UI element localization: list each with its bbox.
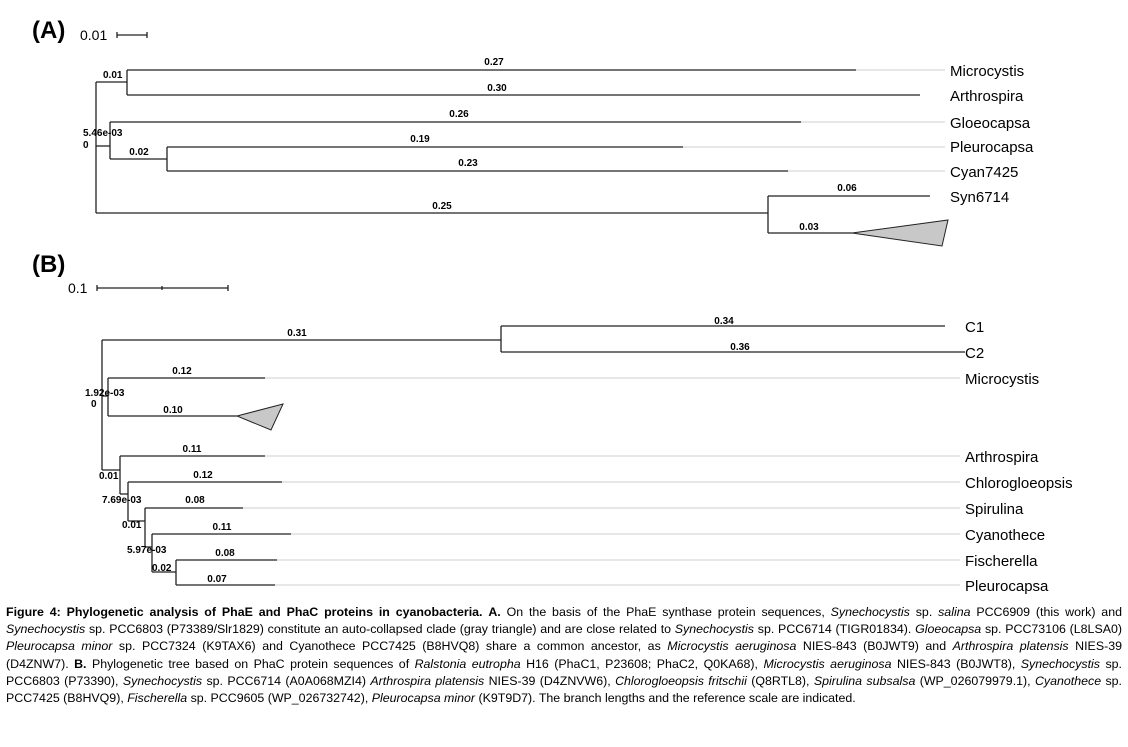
panel-b — [32, 251, 1073, 595]
panel-a-branch-label: 0.26 — [449, 109, 469, 120]
panel-a-collapsed-clade-triangle — [852, 220, 948, 246]
panel-b-node-label: 0.02 — [152, 563, 172, 574]
panel-b-node-label: 0.01 — [122, 520, 142, 531]
panel-b-label: (B) — [32, 251, 66, 278]
panel-a-scale-bar — [117, 32, 147, 38]
caption-italic-segment: Chlorogloeopsis fritschii — [615, 673, 747, 688]
panel-b-tip-label: Cyanothece — [965, 527, 1046, 544]
panel-a-branch-label: 0.06 — [837, 183, 857, 194]
caption-segment: sp. PCC6714 (A0A068MZI4) — [202, 673, 371, 688]
panel-b-branch-label: 0.34 — [714, 316, 734, 327]
caption-italic-segment: Arthrospira platensis — [370, 673, 485, 688]
caption-segment: sp. — [909, 605, 939, 619]
caption-italic-segment: Cyanothece — [1034, 673, 1102, 688]
caption-italic-segment: Pleurocapsa minor — [371, 691, 476, 706]
panel-a-tip-label: Gloeocapsa — [950, 115, 1031, 132]
panel-b-branch-label: 0.08 — [215, 548, 235, 559]
panel-a — [32, 17, 1034, 246]
panel-b-tip-label: Fischerella — [965, 553, 1038, 570]
panel-a-node-label: 5.46e-03 — [83, 128, 123, 139]
caption-italic-segment: Ralstonia eutropha — [414, 656, 521, 671]
caption-segment: sp. PCC73106 (L8LSA0) — [981, 622, 1122, 637]
caption-segment: H16 (PhaC1, P23608; PhaC2, Q0KA68), — [520, 656, 764, 671]
caption-italic-segment: Microcystis aeruginosa — [763, 656, 892, 671]
panel-b-branch-label: 0.12 — [172, 366, 192, 377]
panel-a-tip-label: Syn6714 — [950, 189, 1010, 206]
panel-a-tip-label: Arthrospira — [950, 88, 1024, 105]
panel-b-scale-bar — [97, 285, 228, 291]
caption-segment: On the basis of the PhaE synthase protein sequences, — [500, 605, 831, 619]
caption-segment: sp. PCC6803 (P73390), — [6, 656, 1122, 688]
panel-b-branch-label: 0.31 — [287, 328, 307, 339]
panel-b-branch-label: 0.07 — [207, 574, 227, 585]
panel-a-branch-label: 0.03 — [799, 222, 819, 233]
panel-a-tip-label: Pleurocapsa — [950, 139, 1034, 156]
panel-a-branch-label: 0.25 — [432, 201, 452, 212]
panel-b-branch-label: 0.10 — [163, 405, 183, 416]
caption-italic-segment: Pleurocapsa minor — [6, 639, 113, 654]
panel-b-branch-label: 0.11 — [182, 444, 202, 455]
panel-b-branch-label: 0.11 — [212, 522, 232, 533]
panel-b-tip-label: Chlorogloeopsis — [965, 475, 1073, 492]
panel-b-branch-label: 0.36 — [730, 342, 750, 353]
panel-a-branch-label: 0.02 — [129, 147, 149, 158]
panel-b-collapsed-clade-triangle — [237, 404, 283, 430]
panel-b-node-label: 0 — [91, 399, 97, 410]
panel-b-tip-label: C2 — [965, 345, 985, 362]
panel-b-tip-label: C1 — [965, 319, 985, 336]
panel-a-tip-label: Cyan7425 — [950, 164, 1019, 181]
panel-b-tip-label: Pleurocapsa — [965, 578, 1049, 595]
panel-a-leader-lines — [683, 70, 945, 171]
panel-a-branch-label: 0.23 — [458, 158, 478, 169]
caption-segment: NIES-39 (D4ZNVW6), — [484, 673, 616, 688]
caption-italic-segment: Spirulina subsalsa — [813, 673, 916, 688]
panel-b-branch-label: 0.08 — [185, 495, 205, 506]
caption-italic-segment: Microcystis aeruginosa — [667, 639, 797, 654]
caption-italic-segment: salina — [938, 605, 971, 619]
panel-a-node-label: 0.01 — [103, 70, 123, 81]
caption-segment: sp. PCC6803 (P73389/Slr1829) constitute an auto-collapsed clade (gray triangle) and are close related to — [85, 622, 675, 637]
panel-a-label: (A) — [32, 17, 66, 44]
caption-italic-segment: Synechocystis — [1020, 656, 1100, 671]
panel-b-node-label: 5.97e-03 — [127, 545, 167, 556]
caption-italic-segment: Gloeocapsa — [915, 622, 982, 637]
caption-segment: sp. PCC7425 (B8HVQ9), — [6, 673, 1122, 706]
panel-b-node-label: 7.69e-03 — [102, 495, 142, 506]
caption-segment: sp. PCC9605 (WP_026732742), — [187, 691, 372, 706]
panel-b-scale-label: 0.1 — [68, 280, 88, 296]
caption-segment: PCC6909 (this work) and — [970, 605, 1122, 619]
caption-italic-segment: Synechocystis — [674, 622, 754, 637]
caption-segment: (WP_026079979.1), — [915, 673, 1035, 688]
panel-b-node-label: 0.01 — [99, 471, 119, 482]
figure-caption — [6, 604, 1122, 707]
panel-a-branch-label: 0.27 — [484, 57, 504, 68]
caption-italic-segment: Synechocystis — [6, 622, 86, 637]
panel-a-branch-label: 0.30 — [487, 83, 507, 94]
panel-a-node-label: 0 — [83, 140, 89, 151]
caption-b-text — [6, 657, 1122, 705]
panel-b-branch-label: 0.12 — [193, 470, 213, 481]
caption-title: Figure 4: Phylogenetic analysis of PhaE and PhaC proteins in cyanobacteria. — [6, 605, 483, 619]
panel-b-leader-lines — [243, 378, 960, 585]
panel-a-branches — [96, 70, 948, 246]
caption-italic-segment: Fischerella — [127, 691, 188, 706]
caption-italic-segment: Synechocystis — [830, 605, 910, 619]
caption-segment: sp. PCC7324 (K9TAX6) and Cyanothece PCC7425 (B8HVQ8) share a common ancestor, as — [112, 639, 668, 654]
caption-italic-segment: Synechocystis — [122, 673, 203, 688]
caption-segment: NIES-39 (D4ZNW7). — [6, 639, 1122, 671]
caption-segment: NIES-843 (B0JWT8), — [891, 656, 1021, 671]
caption-segment: Phylogenetic tree based on PhaC protein sequences of — [86, 656, 415, 671]
panel-a-tip-label: Microcystis — [950, 63, 1025, 80]
panel-a-branch-label: 0.19 — [410, 134, 430, 145]
caption-segment: NIES-843 (B0JWT9) and — [796, 639, 953, 654]
caption-segment: (Q8RTL8), — [746, 673, 814, 688]
caption-segment: (K9T9D7). The branch lengths and the reference scale are indicated. — [475, 691, 856, 706]
panel-b-tip-label: Arthrospira — [965, 449, 1039, 466]
panel-a-scale-label: 0.01 — [80, 27, 108, 43]
caption-segment: sp. PCC6714 (TIGR01834). — [754, 622, 916, 637]
panel-b-node-label: 1.92e-03 — [85, 388, 125, 399]
caption-a-label: A. — [488, 605, 501, 619]
panel-b-tip-label: Spirulina — [965, 501, 1024, 518]
panel-b-tip-label: Microcystis — [965, 371, 1040, 388]
caption-b-label: B. — [74, 656, 87, 671]
caption-italic-segment: Arthrospira platensis — [952, 639, 1069, 654]
